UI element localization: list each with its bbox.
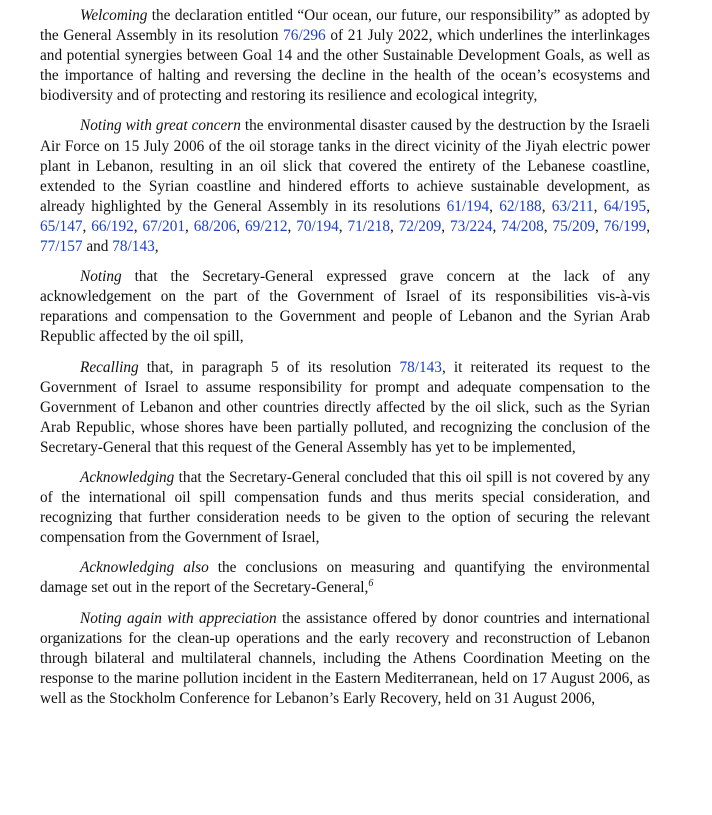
resolution-link[interactable]: 67/201 — [142, 217, 185, 235]
paragraph-text: that the Secretary-General concluded that this oil spill is not covered by any of the international oil spill compensation funds and thus merits special consideration, and recognizing that further consideration needs to be given to the option of securing the relevant compensation from the Government of Israel, — [40, 468, 650, 547]
preamble-acknowledging — [40, 468, 650, 548]
preamble-acknowledging-also — [40, 558, 650, 598]
resolution-link[interactable]: 70/194 — [296, 217, 339, 235]
paragraph-text: the declaration entitled “Our ocean, our future, our responsibility” as adopted by the General Assembly in its resolution — [40, 7, 650, 45]
paragraph-text: , — [441, 217, 450, 235]
paragraph-text: of 21 July 2022, which underlines the interlinkages and potential synergies between Goal 14 and the other Sustainable Development Goals, as well as the importance of halting and reversing the decline in the health of the ocean’s ecosystems and biodiversity and of protecting and restoring its resilience and ecological integrity, — [40, 27, 650, 105]
paragraph-text: , — [595, 217, 604, 235]
resolution-link[interactable]: 76/199 — [603, 217, 647, 235]
resolution-link[interactable]: 64/195 — [603, 197, 647, 215]
resolution-link[interactable]: 72/209 — [398, 217, 442, 235]
resolution-link[interactable]: 75/209 — [552, 217, 595, 235]
paragraph-text: , — [133, 217, 143, 235]
resolution-link[interactable]: 74/208 — [501, 217, 544, 235]
paragraph-lead-phrase: Noting with great concern — [80, 117, 241, 135]
paragraph-text: the assistance offered by donor countries and international organizations for the clean-up operations and the early recovery and reconstruction of Lebanon through bilateral and multilateral channels, including the Athens Coordination Meeting on the response to the marine pollution incident in the Eastern Mediterranean, held on 17 August 2006, as well as the Stockholm Conference for Lebanon’s Early Recovery, held on 31 August 2006, — [40, 609, 650, 707]
paragraph-text: , — [543, 217, 553, 235]
paragraph-text: , — [82, 217, 92, 235]
paragraph-lead-phrase: Acknowledging — [80, 468, 175, 486]
paragraph-text: , — [492, 217, 502, 235]
resolution-link[interactable]: 63/211 — [551, 197, 594, 215]
paragraph-text: , it reiterated its request to the Government of Israel to assume responsibility for prompt and adequate compensation to the Government of Lebanon and other countries directly affected by the oil slick, such as the Syrian Arab Republic, whose shores have been partially polluted, and recognizing the conclusion of the Secretary-General that this request of the General Assembly has yet to be implemented, — [40, 358, 650, 456]
paragraph-lead-phrase: Noting — [80, 268, 122, 286]
paragraph-lead-phrase: Noting again with appreciation — [80, 609, 277, 627]
resolution-link[interactable]: 66/192 — [91, 217, 134, 235]
resolution-link[interactable]: 62/188 — [499, 197, 542, 215]
paragraph-text: , — [185, 217, 194, 235]
resolution-link[interactable]: 77/157 — [40, 238, 83, 256]
resolution-link[interactable]: 68/206 — [193, 217, 237, 235]
paragraph-text: , — [338, 217, 348, 235]
paragraph-text: , — [489, 197, 500, 215]
paragraph-text: , — [287, 217, 297, 235]
resolution-link[interactable]: 73/224 — [450, 217, 493, 235]
resolution-link[interactable]: 61/194 — [446, 197, 490, 215]
paragraph-lead-phrase: Recalling — [80, 358, 139, 376]
resolution-link[interactable]: 78/143 — [399, 358, 442, 376]
footnote-marker[interactable]: 6 — [368, 578, 374, 590]
resolution-link[interactable]: 71/218 — [347, 217, 390, 235]
paragraph-text: , — [390, 217, 399, 235]
paragraph-text: that, in paragraph 5 of its resolution — [138, 358, 400, 376]
paragraph-lead-phrase: Welcoming — [80, 7, 148, 24]
paragraph-text: the environmental disaster caused by the destruction by the Israeli Air Force on 15 July 2006 of the oil storage tanks in the direct vicinity of the Jiyah electric power plant in Lebanon, resulting in an oil slick that covered the entirety of the Lebanese coastline, extended to the Syrian coastline and hindered efforts to achieve sustainable development, as already highlighted by the General Assembly in its resolutions — [40, 117, 650, 215]
paragraph-text: and — [82, 238, 113, 256]
preamble-welcoming — [40, 6, 650, 106]
resolution-link[interactable]: 76/296 — [283, 27, 326, 45]
preamble-noting — [40, 267, 650, 347]
paragraph-lead-phrase: Acknowledging also — [80, 559, 209, 577]
paragraph-text: , — [646, 197, 651, 215]
paragraph-text: , — [541, 197, 552, 215]
preamble-noting-great-concern — [40, 116, 650, 257]
paragraph-text: that the Secretary-General expressed grave concern at the lack of any acknowledgement on the part of the Government of Israel of its responsibilities vis-à-vis reparations and compensation to the Government and people of Lebanon and the Syrian Arab Republic affected by the oil spill, — [40, 268, 650, 346]
paragraph-text: the conclusions on measuring and quantifying the environmental damage set out in the report of the Secretary-General, — [40, 559, 650, 597]
paragraph-text: , — [154, 238, 159, 256]
preamble-noting-again — [40, 609, 650, 709]
document-page — [40, 6, 650, 719]
resolution-link[interactable]: 78/143 — [112, 238, 155, 256]
resolution-link[interactable]: 65/147 — [40, 217, 83, 235]
preamble-recalling — [40, 358, 650, 458]
paragraph-text: , — [646, 217, 651, 235]
paragraph-text: , — [236, 217, 245, 235]
paragraph-text: , — [593, 197, 604, 215]
resolution-link[interactable]: 69/212 — [245, 217, 288, 235]
